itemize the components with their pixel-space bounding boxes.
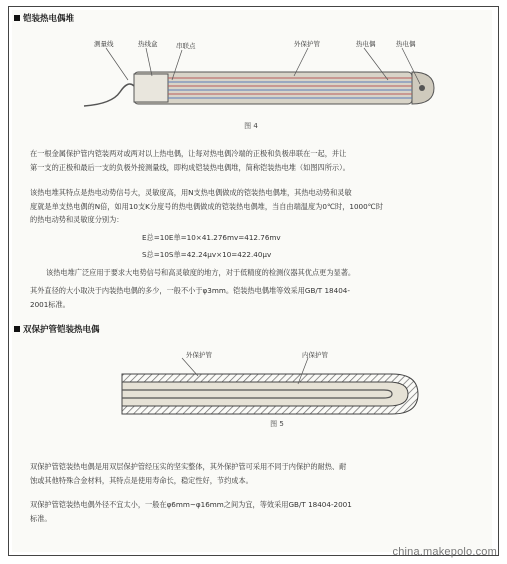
- square-bullet-icon: [14, 326, 20, 332]
- diagram-label: 测量线: [94, 40, 114, 48]
- diagram-label: 外保护管: [294, 40, 320, 48]
- figure-caption: 图 4: [244, 122, 258, 130]
- hot-junction: [419, 85, 425, 91]
- diagram-label: 外保护管: [186, 351, 212, 359]
- diagram-label: 热线盒: [138, 40, 158, 48]
- diagram-label: 热电偶: [356, 40, 376, 48]
- body-paragraph: 该热电堆其特点是热电动势信号大，灵敏度高，用N支热电偶做成的铠装热电偶堆，其热电动势和灵敏 度就是单支热电偶的N倍，如用10支K分度号的热电偶做成的铠装热电偶堆，当自由端温度为0℃时，1000℃时 的热电动势和灵敏度分别为：: [30, 188, 383, 224]
- section-title-text: 双保护管铠装热电偶: [23, 325, 100, 335]
- watermark-text: china.makepolo.com: [392, 546, 497, 558]
- document-page: [12, 10, 492, 552]
- body-paragraph: 双保护管铠装热电偶外径不宜太小，一般在φ6mm~φ16mm之间为宜，等效采用GB/T 18404-2001 标准。: [30, 500, 352, 523]
- inner-protection-tube: [122, 382, 408, 406]
- diagram-label: 内保护管: [302, 351, 328, 359]
- figure-4-diagram: [72, 36, 452, 116]
- figure-5-diagram: [112, 350, 432, 420]
- figure-caption: 图 5: [270, 420, 284, 428]
- section-title-text: 铠装热电偶堆: [23, 14, 75, 24]
- formula-sensitivity: S总=10S单=42.24μv×10=422.40μv: [142, 250, 272, 259]
- junction-box: [134, 74, 168, 102]
- diagram-label: 串联点: [176, 42, 196, 50]
- body-paragraph: 双保护管铠装热电偶是用双层保护管经压实的坚实整体，其外保护管可采用不同于内保护的耐热、耐 蚀或其他特殊合金材料，其特点是使用寿命长，稳定性好，节约成本。: [30, 462, 347, 485]
- diagram-label: 热电偶: [396, 40, 416, 48]
- body-paragraph: 在一根金属保护管内铠装两对或两对以上热电偶，让每对热电偶冷端的正极和负极串联在一起，并让 第一支的正极和最后一支的负极外接测量线，即构成铠装热电偶堆，简称铠装热电堆（如图四所示）。: [30, 149, 350, 172]
- section-title: [14, 12, 74, 24]
- leader-line: [182, 358, 198, 376]
- measurement-wire: [84, 84, 134, 106]
- body-paragraph: 其外直径的大小取决于内装热电偶的多少，一般不小于φ3mm。铠装热电偶堆等效采用GB/T 18404- 2001标准。: [30, 286, 350, 309]
- outer-sheath: [134, 72, 412, 104]
- formula-emf: E总=10E单=10×41.276mv=412.76mv: [142, 233, 281, 242]
- square-bullet-icon: [14, 15, 20, 21]
- section-title: [14, 323, 100, 335]
- body-paragraph: 该热电堆广泛应用于要求大电势信号和高灵敏度的地方，对于低精度的检测仪器其优点更为显著。: [46, 268, 356, 277]
